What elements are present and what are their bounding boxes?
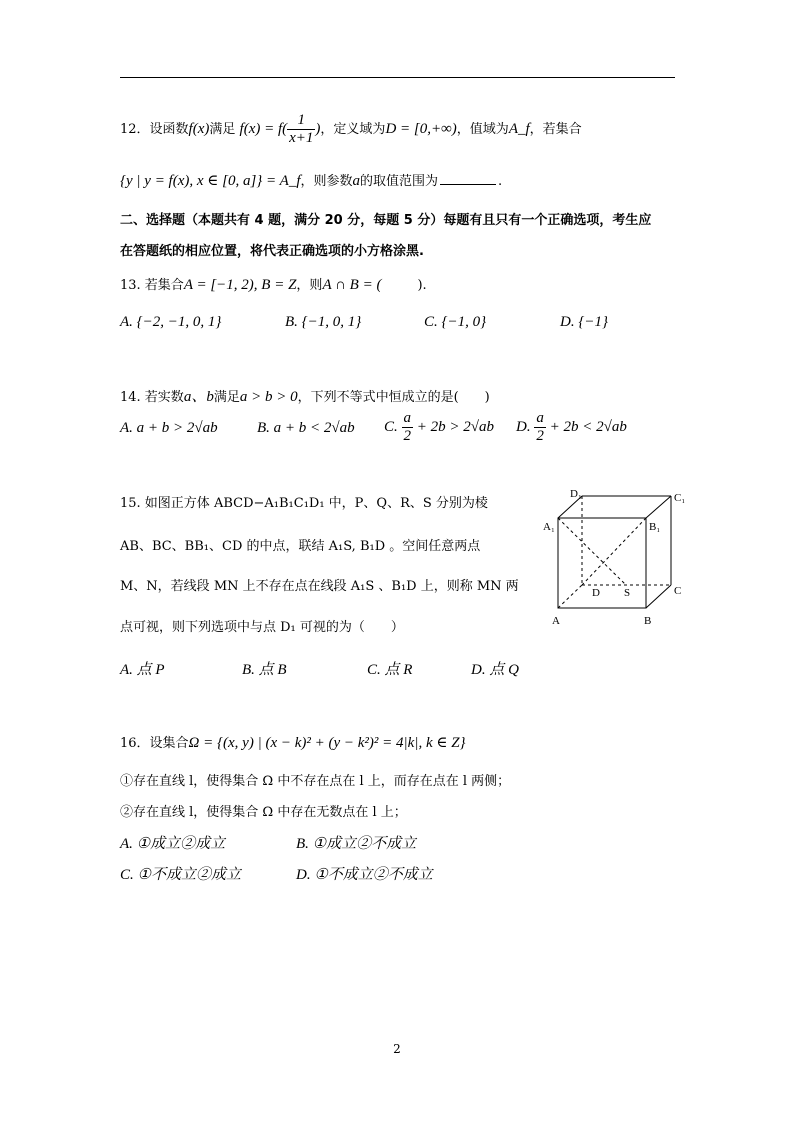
q16-option-b[interactable]: B. ①成立②不成立	[296, 836, 417, 852]
q15-option-b[interactable]: B. 点 B	[242, 662, 287, 678]
q16-option-a[interactable]: A. ①成立②成立	[120, 836, 226, 852]
q16-set: Ω = {(x, y) | (x − k)² + (y − k²)² = 4|k|, k ∈ Z}	[188, 735, 466, 751]
q14-option-d[interactable]: D. $\frac{a}{2}$ + 2b < 2√ab	[516, 410, 627, 444]
q15-option-c[interactable]: C. 点 R	[367, 662, 413, 678]
q12-prefix: 12．设函数	[120, 122, 189, 137]
q13-option-d[interactable]: D. {−1}	[560, 314, 608, 330]
q12-eq-left: f(x) = f(	[239, 121, 288, 137]
q15-line3: M、N，若线段 MN 上不存在点在线段 A₁S 、B₁D 上，则称 MN 两	[120, 579, 519, 594]
label-D: D	[592, 587, 600, 599]
cube-figure	[540, 486, 690, 636]
q12-line1: 12．设函数f(x)满足 f(x) = f( $\frac{1}{x+1}$ )，定义域为D = [0,+∞)，值域为A_f，若集合	[120, 112, 582, 146]
q14-option-b[interactable]: B. a + b < 2√ab	[257, 420, 355, 436]
label-B1: B₁	[649, 521, 661, 533]
q12-set: {y | y = f(x), x ∈ [0, a]} = A_f	[120, 173, 301, 189]
label-S: S	[624, 587, 631, 599]
q12-fraction: $\frac{1}{x+1}$	[289, 112, 314, 146]
q12-fx: f(x)	[188, 121, 210, 137]
label-C1: C₁	[674, 492, 686, 504]
q12-domain: D = [0,+∞)	[385, 121, 457, 137]
section2-heading-line2: 在答题纸的相应位置，将代表正确选项的小方格涂黑.	[120, 244, 424, 259]
segment-B1D	[582, 518, 646, 585]
q13-option-c[interactable]: C. {−1, 0}	[424, 314, 487, 330]
q16-option-d[interactable]: D. ①不成立②不成立	[296, 867, 433, 883]
q15-line4: 点可视，则下列选项中与点 D₁ 可视的为（ ）	[120, 620, 404, 635]
q14-option-a[interactable]: A. a + b > 2√ab	[120, 420, 218, 436]
q15-option-a[interactable]: A. 点 P	[120, 662, 165, 678]
label-B: B	[644, 615, 652, 627]
q14-option-c[interactable]: C. $\frac{a}{2}$ + 2b > 2√ab	[384, 410, 494, 444]
q13-option-b[interactable]: B. {−1, 0, 1}	[285, 314, 362, 330]
q15-option-d[interactable]: D. 点 Q	[471, 662, 519, 678]
q12-range: A_f	[508, 121, 530, 137]
q16-option-c[interactable]: C. ①不成立②成立	[120, 867, 241, 883]
label-D1: D₁	[570, 488, 582, 500]
q14-stem: 14. 若实数a、b满足a > b > 0，下列不等式中恒成立的是( )	[120, 389, 490, 405]
q14-d-fraction: $\frac{a}{2}$	[536, 410, 544, 444]
q13-stem: 13. 若集合A = [−1, 2), B = Z，则A ∩ B = ( ).	[120, 277, 427, 293]
page-number: 2	[393, 1042, 401, 1056]
label-C: C	[674, 585, 682, 597]
label-A1: A₁	[543, 521, 555, 533]
q15-line2: AB、BC、BB₁、CD 的中点，联结 A₁S, B₁D 。空间任意两点	[120, 539, 481, 554]
q16-stem: 16．设集合Ω = {(x, y) | (x − k)² + (y − k²)² = 4|k|, k ∈ Z}	[120, 735, 466, 751]
header-rule	[120, 77, 675, 78]
section2-heading-line1: 二、选择题（本题共有 4 题，满分 20 分，每题 5 分）每题有且只有一个正确选项，考生应	[120, 213, 652, 228]
q16-statement-1: ①存在直线 l，使得集合 Ω 中不存在点在 l 上，而存在点在 l 两侧；	[120, 774, 511, 789]
q16-statement-2: ②存在直线 l，使得集合 Ω 中存在无数点在 l 上；	[120, 805, 407, 820]
q14-c-fraction: $\frac{a}{2}$	[403, 410, 412, 444]
q13-option-a[interactable]: A. {−2, −1, 0, 1}	[120, 314, 222, 330]
label-A: A	[552, 615, 560, 627]
answer-blank[interactable]	[440, 172, 496, 185]
q15-line1: 15. 如图正方体 ABCD−A₁B₁C₁D₁ 中，P、Q、R、S 分别为棱	[120, 496, 488, 511]
q12-mid1: 满足	[209, 122, 236, 137]
q12-line2: {y | y = f(x), x ∈ [0, a]} = A_f，则参数a的取值范围为 .	[120, 173, 503, 189]
